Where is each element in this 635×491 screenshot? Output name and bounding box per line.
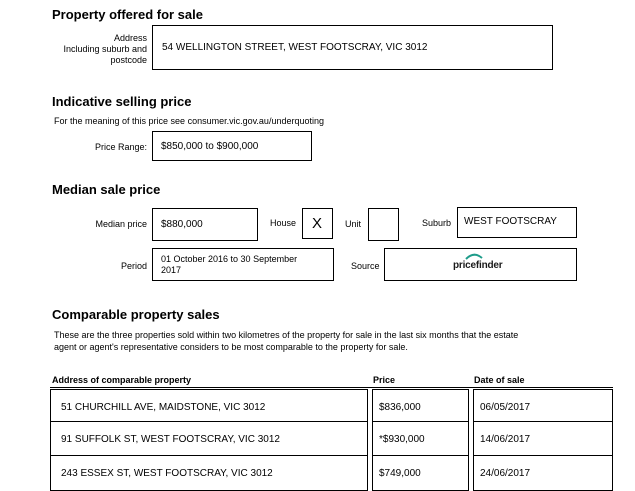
median-price-field — [152, 208, 258, 241]
period-value-line: 01 October 2016 to 30 September — [161, 254, 298, 264]
median-price-label: Median price — [95, 219, 147, 229]
comparable-heading: Comparable property sales — [52, 307, 220, 322]
period-value-line: 2017 — [161, 265, 182, 275]
address-label-line: Including suburb and — [63, 44, 147, 54]
address-value: 54 WELLINGTON STREET, WEST FOOTSCRAY, VIC 3012 — [162, 42, 428, 53]
indicative-heading: Indicative selling price — [52, 94, 192, 109]
period-value — [161, 254, 297, 276]
row-price: $749,000 — [379, 468, 421, 479]
row-address: 91 SUFFOLK ST, WEST FOOTSCRAY, VIC 3012 — [61, 434, 280, 445]
address-label — [40, 33, 147, 66]
table-row — [50, 455, 613, 491]
price-cell — [372, 455, 469, 491]
address-field — [152, 25, 553, 70]
address-cell — [50, 455, 368, 491]
address-cell — [50, 421, 368, 457]
indicative-note: For the meaning of this price see consumer.vic.gov.au/underquoting — [54, 116, 324, 126]
comparable-table-header — [50, 373, 613, 388]
pricefinder-swoosh-icon — [465, 253, 483, 260]
house-checkbox — [302, 208, 333, 239]
comparable-description — [54, 329, 518, 353]
house-label: House — [270, 218, 297, 228]
comparable-description-line: These are the three properties sold within two kilometres of the property for sale in the last six months that the estate — [54, 330, 519, 340]
suburb-label: Suburb — [422, 218, 452, 228]
price-cell — [372, 389, 469, 425]
address-cell — [50, 389, 368, 425]
house-check-mark: X — [311, 215, 322, 232]
row-address: 243 ESSEX ST, WEST FOOTSCRAY, VIC 3012 — [61, 468, 273, 479]
property-heading: Property offered for sale — [52, 7, 203, 22]
row-date: 14/06/2017 — [480, 434, 531, 445]
price-range-label: Price Range: — [94, 142, 147, 152]
suburb-value: WEST FOOTSCRAY — [464, 216, 557, 227]
table-row — [50, 389, 613, 425]
pricefinder-logo-text: pricefinder — [453, 260, 503, 271]
price-range-field — [152, 131, 312, 161]
date-cell — [473, 389, 613, 425]
period-label: Period — [120, 261, 147, 271]
row-date: 06/05/2017 — [480, 402, 531, 413]
table-row — [50, 421, 613, 457]
comparable-description-line: agent or agent's representative considers to be most comparable to the property for sale. — [54, 342, 408, 352]
column-header-price: Price — [373, 375, 396, 385]
unit-label: Unit — [345, 219, 362, 229]
median-price-value: $880,000 — [161, 219, 203, 230]
address-label-line: postcode — [110, 55, 147, 65]
unit-checkbox — [368, 208, 399, 241]
source-label: Source — [351, 261, 380, 271]
pricefinder-logo — [453, 254, 502, 271]
period-field — [152, 248, 334, 281]
address-label-line: Address — [113, 33, 147, 43]
row-price: $836,000 — [379, 402, 421, 413]
date-cell — [473, 421, 613, 457]
price-cell — [372, 421, 469, 457]
date-cell — [473, 455, 613, 491]
median-heading: Median sale price — [52, 182, 161, 197]
price-range-value: $850,000 to $900,000 — [161, 141, 259, 152]
column-header-address: Address of comparable property — [52, 375, 192, 385]
column-header-date: Date of sale — [474, 375, 525, 385]
source-field — [384, 248, 577, 281]
row-address: 51 CHURCHILL AVE, MAIDSTONE, VIC 3012 — [61, 402, 266, 413]
suburb-field — [457, 207, 577, 238]
row-price: *$930,000 — [379, 434, 425, 445]
row-date: 24/06/2017 — [480, 468, 531, 479]
